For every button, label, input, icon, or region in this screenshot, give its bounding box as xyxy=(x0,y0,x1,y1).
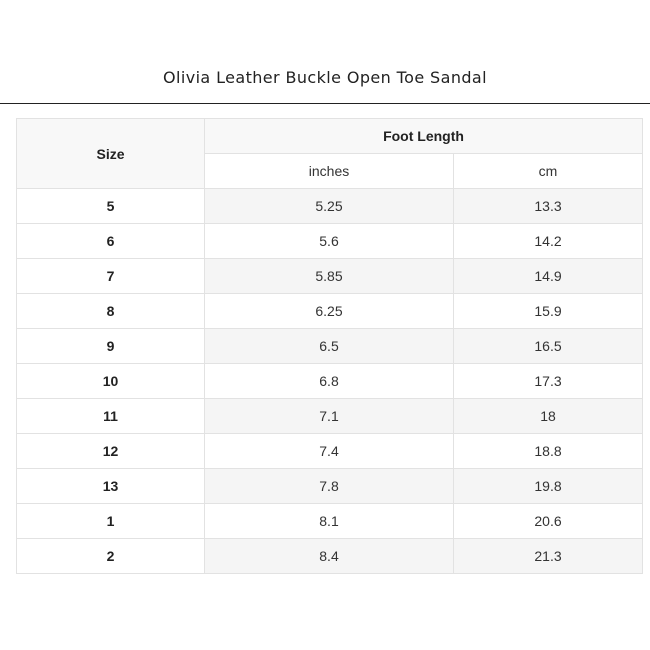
inches-cell: 8.4 xyxy=(205,539,454,574)
table-row xyxy=(17,399,643,434)
cm-cell: 16.5 xyxy=(454,329,643,364)
cm-cell: 14.9 xyxy=(454,259,643,294)
inches-cell: 7.4 xyxy=(205,434,454,469)
size-cell: 6 xyxy=(17,224,205,259)
size-cell: 7 xyxy=(17,259,205,294)
size-cell: 2 xyxy=(17,539,205,574)
title-divider xyxy=(0,103,650,104)
table-row xyxy=(17,504,643,539)
table-row xyxy=(17,224,643,259)
cm-cell: 18.8 xyxy=(454,434,643,469)
cm-cell: 18 xyxy=(454,399,643,434)
table-row xyxy=(17,259,643,294)
foot-length-header: Foot Length xyxy=(205,119,643,154)
inches-cell: 5.25 xyxy=(205,189,454,224)
size-column-header: Size xyxy=(17,119,205,189)
inches-cell: 5.6 xyxy=(205,224,454,259)
cm-cell: 19.8 xyxy=(454,469,643,504)
inches-cell: 7.1 xyxy=(205,399,454,434)
cm-cell: 15.9 xyxy=(454,294,643,329)
page-title: Olivia Leather Buckle Open Toe Sandal xyxy=(163,68,487,87)
cm-cell: 20.6 xyxy=(454,504,643,539)
table-row xyxy=(17,189,643,224)
size-cell: 10 xyxy=(17,364,205,399)
inches-cell: 8.1 xyxy=(205,504,454,539)
table-row xyxy=(17,294,643,329)
table-row xyxy=(17,434,643,469)
size-cell: 5 xyxy=(17,189,205,224)
size-cell: 8 xyxy=(17,294,205,329)
cm-column-header: cm xyxy=(454,154,643,189)
inches-cell: 7.8 xyxy=(205,469,454,504)
size-cell: 11 xyxy=(17,399,205,434)
table-row xyxy=(17,329,643,364)
table-row xyxy=(17,469,643,504)
inches-cell: 6.5 xyxy=(205,329,454,364)
inches-column-header: inches xyxy=(205,154,454,189)
size-chart-table xyxy=(16,118,643,574)
cm-cell: 17.3 xyxy=(454,364,643,399)
size-cell: 13 xyxy=(17,469,205,504)
size-cell: 12 xyxy=(17,434,205,469)
inches-cell: 5.85 xyxy=(205,259,454,294)
size-cell: 9 xyxy=(17,329,205,364)
table-row xyxy=(17,364,643,399)
cm-cell: 13.3 xyxy=(454,189,643,224)
inches-cell: 6.8 xyxy=(205,364,454,399)
cm-cell: 21.3 xyxy=(454,539,643,574)
cm-cell: 14.2 xyxy=(454,224,643,259)
table-row xyxy=(17,539,643,574)
size-cell: 1 xyxy=(17,504,205,539)
inches-cell: 6.25 xyxy=(205,294,454,329)
